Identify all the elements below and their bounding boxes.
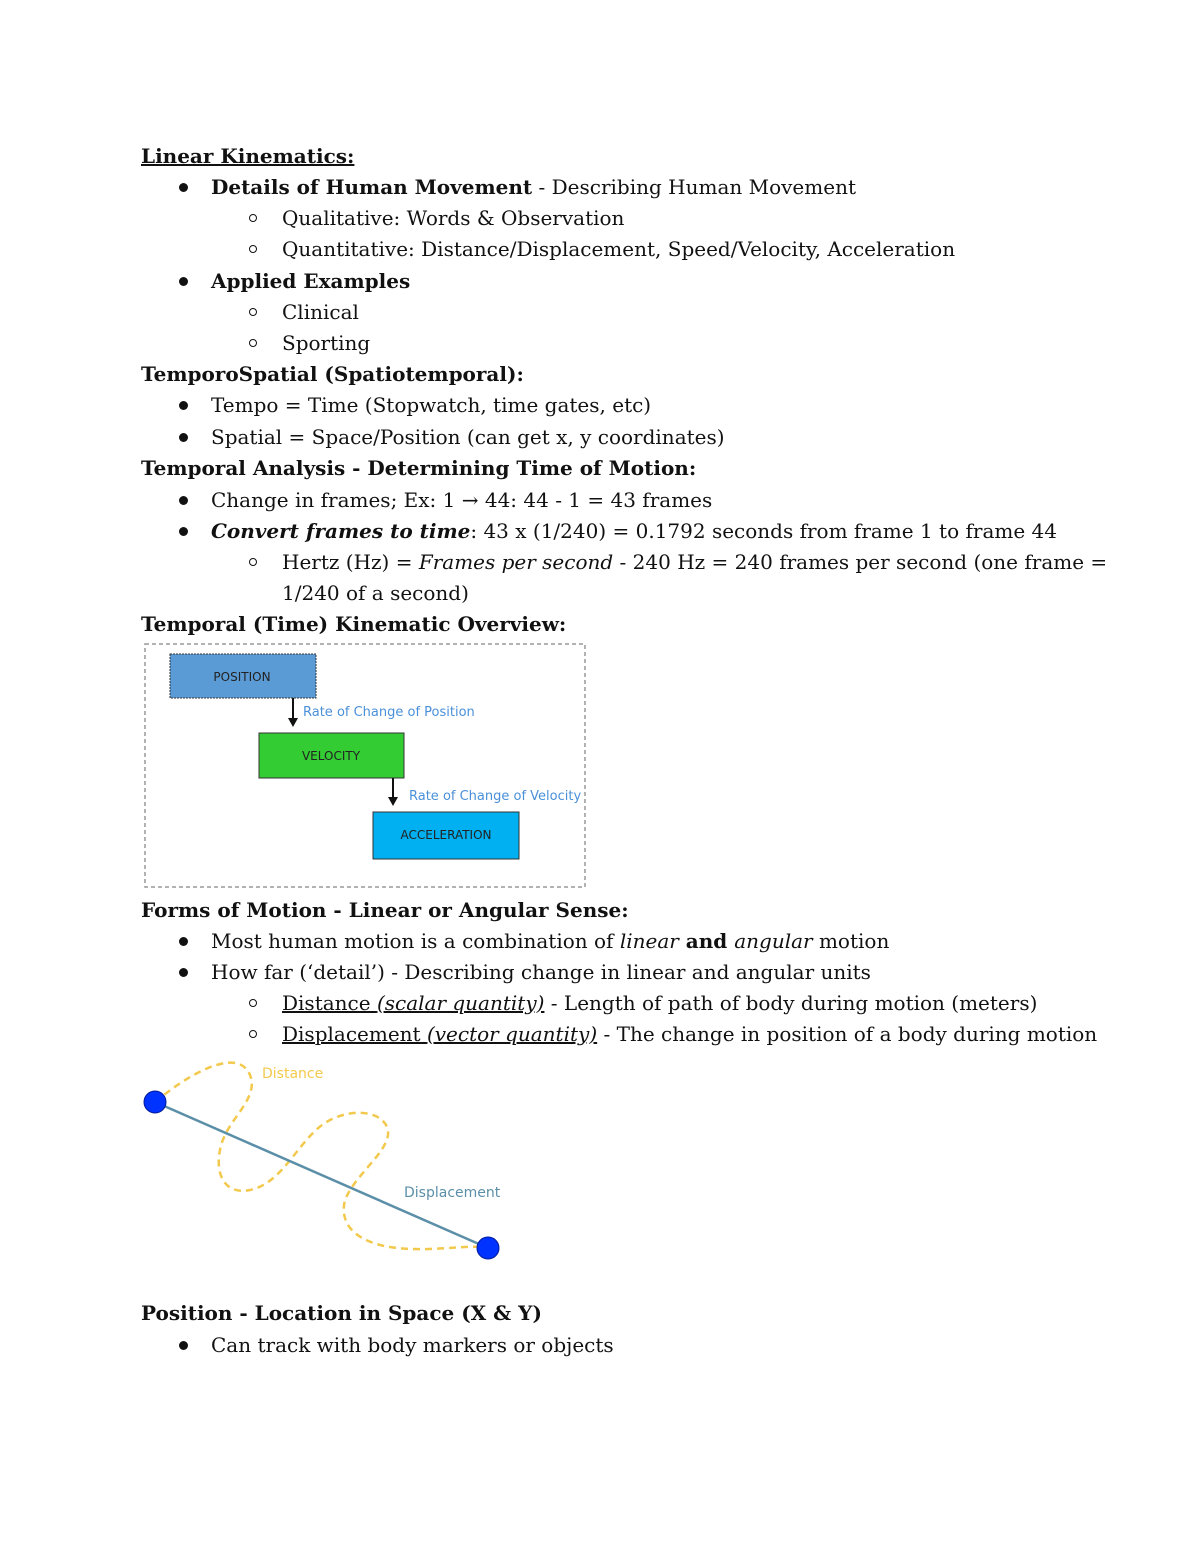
sub-bullet-text: Hertz (Hz) = [282, 550, 419, 574]
sub-bullet-underlined-italic-text: (scalar quantity) [376, 991, 545, 1015]
position-box-label: POSITION [213, 670, 271, 684]
bullet-bold-text: Details of Human Movement [211, 175, 533, 199]
heading-position: Position - Location in Space (X & Y) [141, 1301, 542, 1325]
bullet-dot [179, 527, 188, 536]
velocity-box-label: VELOCITY [301, 749, 361, 763]
bullet-dot [179, 433, 188, 442]
end-point [477, 1237, 499, 1259]
displacement-label: Displacement [404, 1185, 501, 1201]
rate-change-velocity-label: Rate of Change of Velocity [409, 789, 582, 804]
sub-bullet-underlined-text: Distance [282, 991, 377, 1015]
bullet-text: Most human motion is a combination of [211, 929, 620, 953]
bullet-track-body-markers: Can track with body markers or objects [211, 1333, 614, 1357]
bullet-italic-angular: angular [734, 929, 813, 953]
sub-bullet-quantitative: Quantitative: Distance/Displacement, Speed/Velocity, Acceleration [282, 237, 956, 261]
rate-change-position-label: Rate of Change of Position [303, 705, 475, 720]
sub-bullet-circle [249, 214, 257, 222]
bullet-change-in-frames: Change in frames; Ex: 1 → 44: 44 - 1 = 43 frames [211, 488, 713, 512]
distance-displacement-diagram [140, 1055, 510, 1265]
bullet-dot [179, 968, 188, 977]
sub-bullet-circle [249, 245, 257, 253]
sub-bullet-italic-text: Frames per second [418, 550, 614, 574]
sub-bullet-underlined-italic-text: (vector quantity) [426, 1022, 598, 1046]
sub-bullet-hertz [282, 549, 1107, 575]
bullet-dot [179, 496, 188, 505]
sub-bullet-sporting: Sporting [282, 331, 371, 355]
bullet-how-far: How far (‘detail’) - Describing change in linear and angular units [211, 960, 871, 984]
bullet-dot [179, 937, 188, 946]
bullet-bold-and: and [678, 929, 735, 953]
sub-bullet-distance [282, 990, 1037, 1016]
sub-bullet-qualitative: Qualitative: Words & Observation [282, 206, 625, 230]
acceleration-box-label: ACCELERATION [400, 828, 492, 842]
sub-bullet-hertz-continued: 1/240 of a second) [282, 581, 469, 605]
sub-bullet-circle [249, 308, 257, 316]
heading-linear-kinematics: Linear Kinematics: [141, 144, 355, 168]
bullet-applied-examples: Applied Examples [211, 269, 411, 293]
start-point [144, 1091, 166, 1113]
sub-bullet-circle [249, 999, 257, 1007]
bullet-dot [179, 183, 188, 192]
sub-bullet-displacement [282, 1021, 1097, 1047]
heading-kinematic-overview: Temporal (Time) Kinematic Overview: [141, 612, 567, 636]
sub-bullet-underlined-text: Displacement [282, 1022, 427, 1046]
bullet-dot [179, 277, 188, 286]
bullet-text: - Describing Human Movement [532, 175, 856, 199]
heading-temporospatial: TemporoSpatial (Spatiotemporal): [141, 362, 524, 386]
heading-forms-of-motion: Forms of Motion - Linear or Angular Sense: [141, 898, 629, 922]
bullet-text: : 43 x (1/240) = 0.1792 seconds from frame 1 to frame 44 [470, 519, 1057, 543]
bullet-text: motion [812, 929, 890, 953]
kinematic-overview-diagram [140, 640, 590, 892]
bullet-italic-linear: linear [619, 929, 679, 953]
sub-bullet-text: - Length of path of body during motion (meters) [544, 991, 1038, 1015]
sub-bullet-circle [249, 1030, 257, 1038]
bullet-dot [179, 401, 188, 410]
bullet-details-of-human-movement [211, 174, 856, 200]
bullet-most-human-motion [211, 928, 889, 954]
bullet-spatial: Spatial = Space/Position (can get x, y coordinates) [211, 425, 725, 449]
heading-temporal-analysis: Temporal Analysis - Determining Time of Motion: [141, 456, 697, 480]
sub-bullet-clinical: Clinical [282, 300, 359, 324]
sub-bullet-circle [249, 558, 257, 566]
sub-bullet-text: - 240 Hz = 240 frames per second (one frame = [613, 550, 1108, 574]
sub-bullet-circle [249, 339, 257, 347]
bullet-convert-frames [211, 518, 1057, 544]
distance-path [155, 1063, 488, 1249]
bullet-bold-italic-text: Convert frames to time [211, 519, 471, 543]
sub-bullet-text: - The change in position of a body during motion [597, 1022, 1098, 1046]
bullet-tempo: Tempo = Time (Stopwatch, time gates, etc) [211, 393, 652, 417]
distance-label: Distance [262, 1066, 324, 1082]
bullet-dot [179, 1341, 188, 1350]
